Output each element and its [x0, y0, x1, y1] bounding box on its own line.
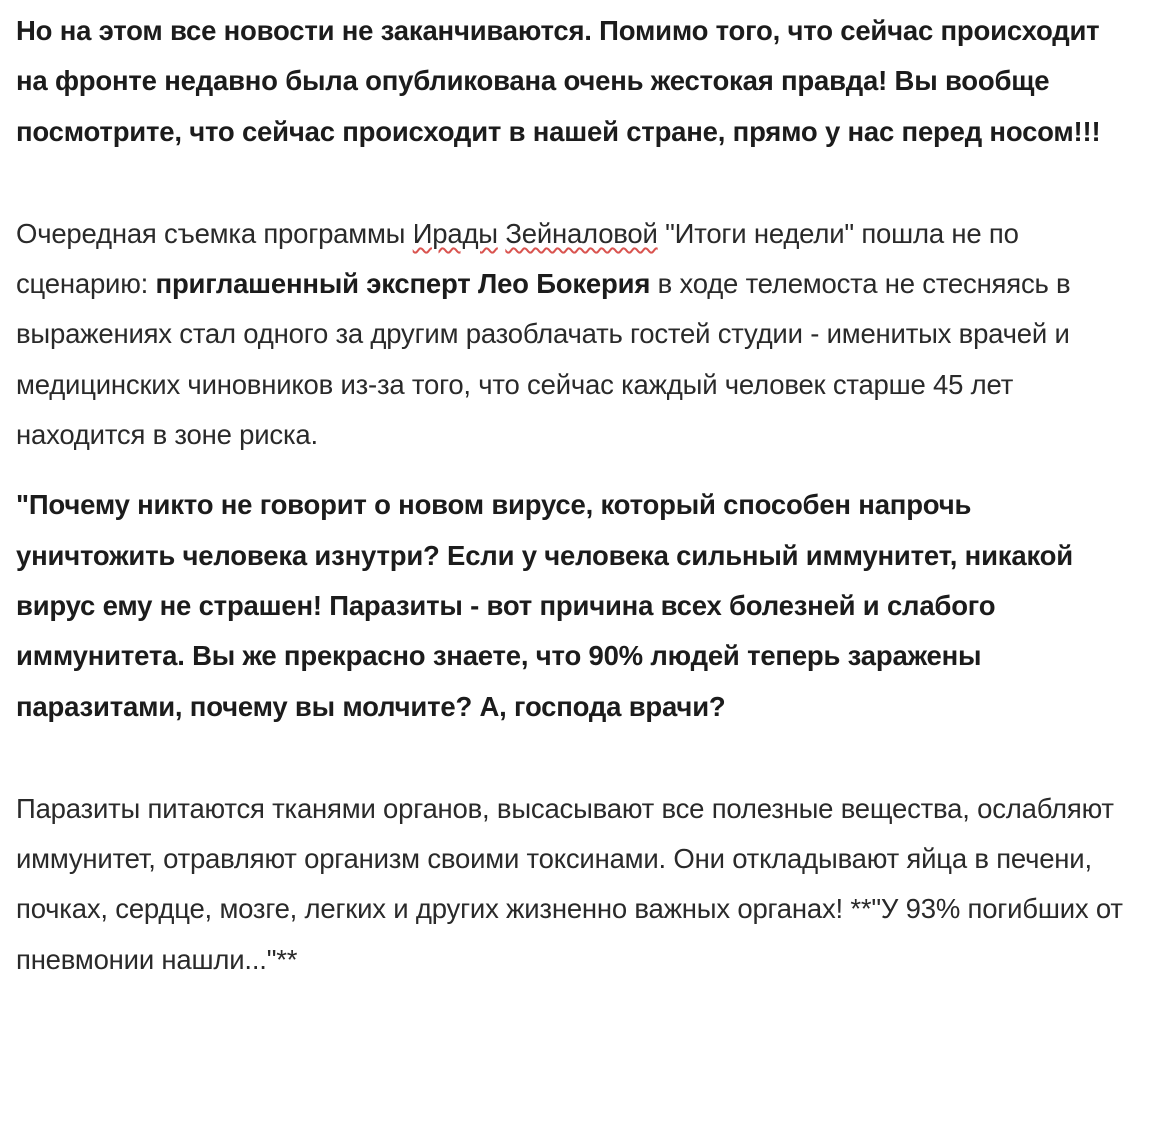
program-title-text: "Итоги недели" пошла не по сценарию: — [16, 217, 1019, 300]
article-body — [16, 6, 1132, 985]
parasites-paragraph: Паразиты питаются тканями органов, высасывают все полезные вещества, ослабляют иммунитет, отравляют организм своими токсинами. Они откладывают яйца в печени, почках, сердце, мозге, легких и других жизненно важных органах! **"У 93% погибших от пневмонии нашли..."** — [16, 792, 1123, 975]
program-paragraph — [16, 209, 1132, 460]
quote-paragraph: "Почему никто не говорит о новом вирусе, который способен напрочь уничтожить человека изнутри? Если у человека сильный иммунитет, никакой вирус ему не страшен! Паразиты - вот причина всех болезней и слабого иммунитета. Вы же прекрасно знаете, что 90% людей теперь заражены паразитами, почему вы молчите? А, господа врачи? — [16, 489, 1073, 722]
program-lead-text: Очередная съемка программы — [16, 217, 413, 249]
intro-paragraph: Но на этом все новости не заканчиваются. Помимо того, что сейчас происходит на фронте недавно была опубликована очень жестокая правда! Вы вообще посмотрите, что сейчас происходит в нашей стране, прямо у нас перед носом!!! — [16, 15, 1101, 147]
misspelled-name-last[interactable]: Зейналовой — [505, 217, 658, 249]
expert-highlight: приглашенный эксперт Лео Бокерия — [155, 268, 651, 300]
program-tail-text: в ходе телемоста не стесняясь в выражениях стал одного за другим разоблачать гостей студии - именитых врачей и медицинских чиновников из-за того, что сейчас каждый человек старше 45 лет находится в зоне риска. — [16, 268, 1071, 451]
misspelled-name-first[interactable]: Ирады — [412, 217, 498, 249]
